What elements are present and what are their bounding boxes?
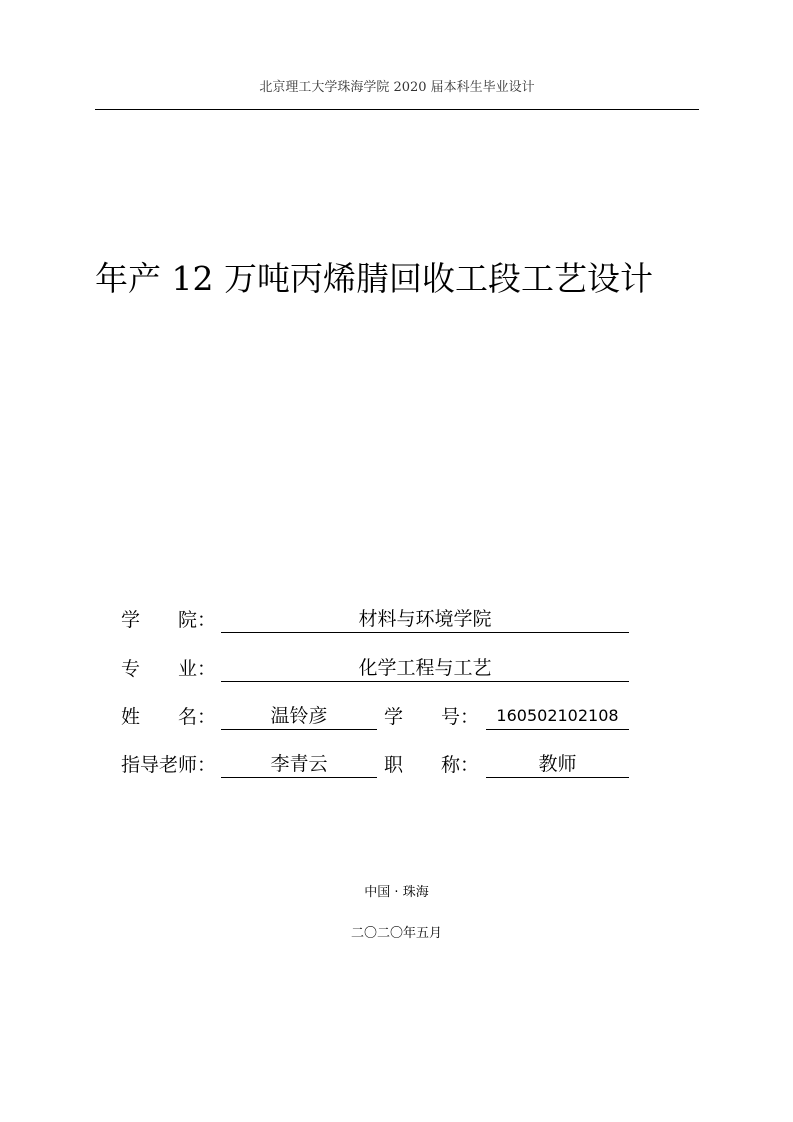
header-text: 北京理工大学珠海学院 2020 届本科生毕业设计 [259,80,535,95]
advisor-label: 指导老师： [121,754,217,776]
college-label: 学 院： [121,609,217,631]
student-id-label: 学 号： [384,706,480,728]
college-field: 材料与环境学院 [221,606,629,633]
major-field: 化学工程与工艺 [221,655,629,682]
footer-date: 二〇二〇年五月 [350,926,442,941]
name-field: 温铃彦 [221,703,377,730]
footer-place: 中国 · 珠海 [364,885,429,900]
name-label: 姓 名： [121,706,217,728]
professional-title-label: 职 称： [384,754,480,776]
major-label: 专 业： [121,658,217,680]
student-id-field: 160502102108 [486,703,629,730]
advisor-field: 李青云 [221,751,377,778]
thesis-title: 年产 12 万吨丙烯腈回收工段工艺设计 [95,259,653,298]
professional-title-field: 教师 [486,751,629,778]
header-divider [95,109,699,110]
